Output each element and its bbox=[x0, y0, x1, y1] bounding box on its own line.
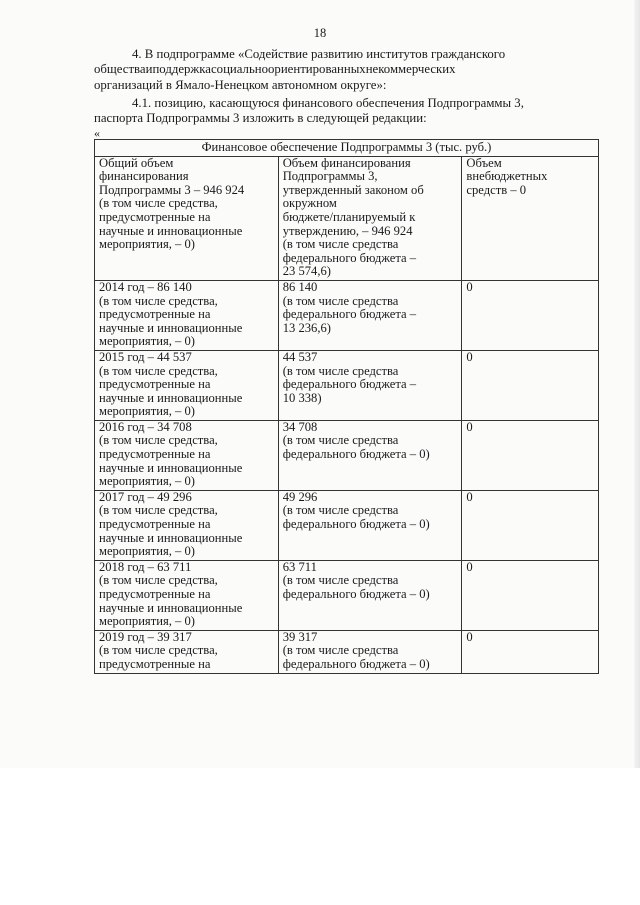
cell-text-line: 2015 год – 44 537 bbox=[99, 349, 192, 364]
year-budget-cell bbox=[278, 350, 462, 420]
cell-text-line: Подпрограммы 3, bbox=[282, 169, 378, 184]
cell-text-line: мероприятия, – 0) bbox=[99, 237, 195, 252]
cell-text-line: Подпрограммы 3 – 946 924 bbox=[99, 182, 245, 197]
cell-text-line: научные и инновационные bbox=[99, 320, 243, 335]
cell-text-line: федерального бюджета – bbox=[282, 307, 417, 322]
year-budget-cell bbox=[278, 280, 462, 350]
cell-text-line: Объем финансирования bbox=[282, 155, 411, 170]
cell-text-line: 49 296 bbox=[282, 489, 318, 504]
year-total-cell bbox=[95, 490, 279, 560]
cell-text-line: (в том числе средства bbox=[282, 573, 399, 588]
cell-text-line: утвержденный законом об bbox=[282, 182, 424, 197]
cell-text-line: бюджете/планируемый к bbox=[282, 209, 416, 224]
cell-text-line: 0 bbox=[466, 279, 473, 294]
cell-text-line: 0 bbox=[466, 349, 473, 364]
year-extrabudget-cell bbox=[462, 490, 599, 560]
cell-text-line: мероприятия, – 0) bbox=[99, 614, 195, 629]
cell-text-line: 2019 год – 39 317 bbox=[99, 629, 192, 644]
cell-text-line: 34 708 bbox=[282, 419, 318, 434]
cell-text-line: 44 537 bbox=[282, 349, 318, 364]
cell-text-line: федерального бюджета – 0) bbox=[282, 447, 430, 462]
cell-text-line: 86 140 bbox=[282, 279, 318, 294]
cell-text-line: (в том числе средства, bbox=[99, 433, 218, 448]
cell-text-line: предусмотренные на bbox=[99, 377, 211, 392]
cell-text-line: мероприятия, – 0) bbox=[99, 404, 195, 419]
table-header-row bbox=[95, 156, 599, 280]
cell-text-line: (в том числе средства bbox=[282, 293, 399, 308]
cell-text-line: финансирования bbox=[99, 169, 189, 184]
year-budget-cell bbox=[278, 560, 462, 630]
cell-text-line: федерального бюджета – bbox=[282, 377, 417, 392]
year-extrabudget-cell bbox=[462, 420, 599, 490]
cell-text-line: мероприятия, – 0) bbox=[99, 474, 195, 489]
cell-text-line: 0 bbox=[466, 419, 473, 434]
paragraph-word: некоммерческих bbox=[365, 62, 456, 77]
paragraph-word: и bbox=[145, 62, 153, 77]
cell-text-line: 2018 год – 63 711 bbox=[99, 559, 192, 574]
cell-text-line: (в том числе средства, bbox=[99, 196, 218, 211]
table-caption: Финансовое обеспечение Подпрограммы 3 (тыс. руб.) bbox=[95, 140, 599, 157]
cell-text-line: 13 236,6) bbox=[282, 320, 331, 335]
year-extrabudget-cell bbox=[462, 350, 599, 420]
header-extrabudget-cell bbox=[462, 156, 599, 280]
table-row bbox=[95, 630, 599, 673]
paragraph-line-justified bbox=[94, 62, 598, 77]
cell-text-line: научные и инновационные bbox=[99, 530, 243, 545]
cell-text-line: (в том числе средства bbox=[282, 433, 399, 448]
table-row bbox=[95, 350, 599, 420]
cell-text-line: (в том числе средства bbox=[282, 643, 399, 658]
cell-text-line: 63 711 bbox=[282, 559, 317, 574]
cell-text-line: Объем bbox=[466, 155, 502, 170]
paragraph-line: 4.1. позицию, касающуюся финансового обеспечения Подпрограммы 3, bbox=[132, 96, 524, 110]
paragraph-item-4-1 bbox=[94, 96, 598, 127]
blank-area bbox=[0, 768, 640, 905]
cell-text-line: утверждению, – 946 924 bbox=[282, 223, 413, 238]
header-budget-cell bbox=[278, 156, 462, 280]
financing-table bbox=[94, 139, 599, 674]
cell-text-line: (в том числе средства, bbox=[99, 503, 218, 518]
cell-text-line: (в том числе средства, bbox=[99, 643, 218, 658]
cell-text-line: предусмотренные на bbox=[99, 656, 211, 671]
cell-text-line: мероприятия, – 0) bbox=[99, 544, 195, 559]
paragraph-word: социально bbox=[210, 62, 269, 77]
paragraph-word: ориентированных bbox=[268, 62, 366, 77]
cell-text-line: (в том числе средства bbox=[282, 363, 399, 378]
paragraph-line: организаций в Ямало-Ненецком автономном округе»: bbox=[94, 77, 387, 92]
cell-text-line: 0 bbox=[466, 559, 473, 574]
cell-text-line: (в том числе средства bbox=[282, 237, 399, 252]
year-budget-cell bbox=[278, 630, 462, 673]
cell-text-line: средств – 0 bbox=[466, 182, 527, 197]
year-budget-cell bbox=[278, 490, 462, 560]
cell-text-line: научные и инновационные bbox=[99, 460, 243, 475]
cell-text-line: 2016 год – 34 708 bbox=[99, 419, 192, 434]
cell-text-line: предусмотренные на bbox=[99, 517, 211, 532]
page-edge-shadow bbox=[634, 0, 640, 768]
paragraph-subprogram-4 bbox=[94, 47, 598, 93]
table-row bbox=[95, 490, 599, 560]
page-number: 18 bbox=[313, 26, 327, 40]
cell-text-line: предусмотренные на bbox=[99, 307, 211, 322]
cell-text-line: 23 574,6) bbox=[282, 264, 331, 279]
year-budget-cell bbox=[278, 420, 462, 490]
cell-text-line: мероприятия, – 0) bbox=[99, 334, 195, 349]
paragraph-line: паспорта Подпрограммы 3 изложить в следующей редакции: bbox=[94, 111, 427, 126]
cell-text-line: 10 338) bbox=[282, 390, 322, 405]
year-extrabudget-cell bbox=[462, 560, 599, 630]
year-extrabudget-cell bbox=[462, 280, 599, 350]
cell-text-line: федерального бюджета – 0) bbox=[282, 656, 430, 671]
year-total-cell bbox=[95, 350, 279, 420]
cell-text-line: предусмотренные на bbox=[99, 587, 211, 601]
table-row bbox=[95, 280, 599, 350]
cell-text-line: 2014 год – 86 140 bbox=[99, 279, 192, 294]
cell-text-line: федерального бюджета – 0) bbox=[282, 517, 430, 532]
cell-text-line: (в том числе средства bbox=[282, 503, 399, 518]
year-total-cell bbox=[95, 630, 279, 673]
cell-text-line: 2017 год – 49 296 bbox=[99, 489, 192, 504]
cell-text-line: научные и инновационные bbox=[99, 390, 243, 405]
cell-text-line: федерального бюджета – bbox=[282, 250, 417, 265]
year-total-cell bbox=[95, 420, 279, 490]
table-row bbox=[95, 420, 599, 490]
cell-text-line: окружном bbox=[282, 196, 337, 211]
header-total-cell bbox=[95, 156, 279, 280]
paragraph-word: общества bbox=[94, 62, 146, 77]
cell-text-line: (в том числе средства, bbox=[99, 363, 218, 378]
year-extrabudget-cell bbox=[462, 630, 599, 673]
cell-text-line: федерального бюджета – 0) bbox=[282, 587, 430, 601]
paragraph-line: 4. В подпрограмме «Содействие развитию институтов гражданского bbox=[132, 47, 506, 61]
cell-text-line: научные и инновационные bbox=[99, 223, 243, 238]
cell-text-line: научные и инновационные bbox=[99, 600, 243, 615]
cell-text-line: 39 317 bbox=[282, 629, 318, 644]
cell-text-line: 0 bbox=[466, 489, 473, 504]
cell-text-line: Общий объем bbox=[99, 155, 174, 170]
cell-text-line: 0 bbox=[466, 629, 473, 644]
year-total-cell bbox=[95, 280, 279, 350]
cell-text-line: (в том числе средства, bbox=[99, 293, 218, 308]
cell-text-line: внебюджетных bbox=[466, 169, 548, 184]
cell-text-line: (в том числе средства, bbox=[99, 573, 218, 588]
paragraph-word: поддержка bbox=[152, 62, 211, 77]
opening-quote: « bbox=[94, 126, 100, 140]
cell-text-line: предусмотренные на bbox=[99, 209, 211, 224]
table-row bbox=[95, 560, 599, 630]
cell-text-line: предусмотренные на bbox=[99, 447, 211, 462]
year-total-cell bbox=[95, 560, 279, 630]
